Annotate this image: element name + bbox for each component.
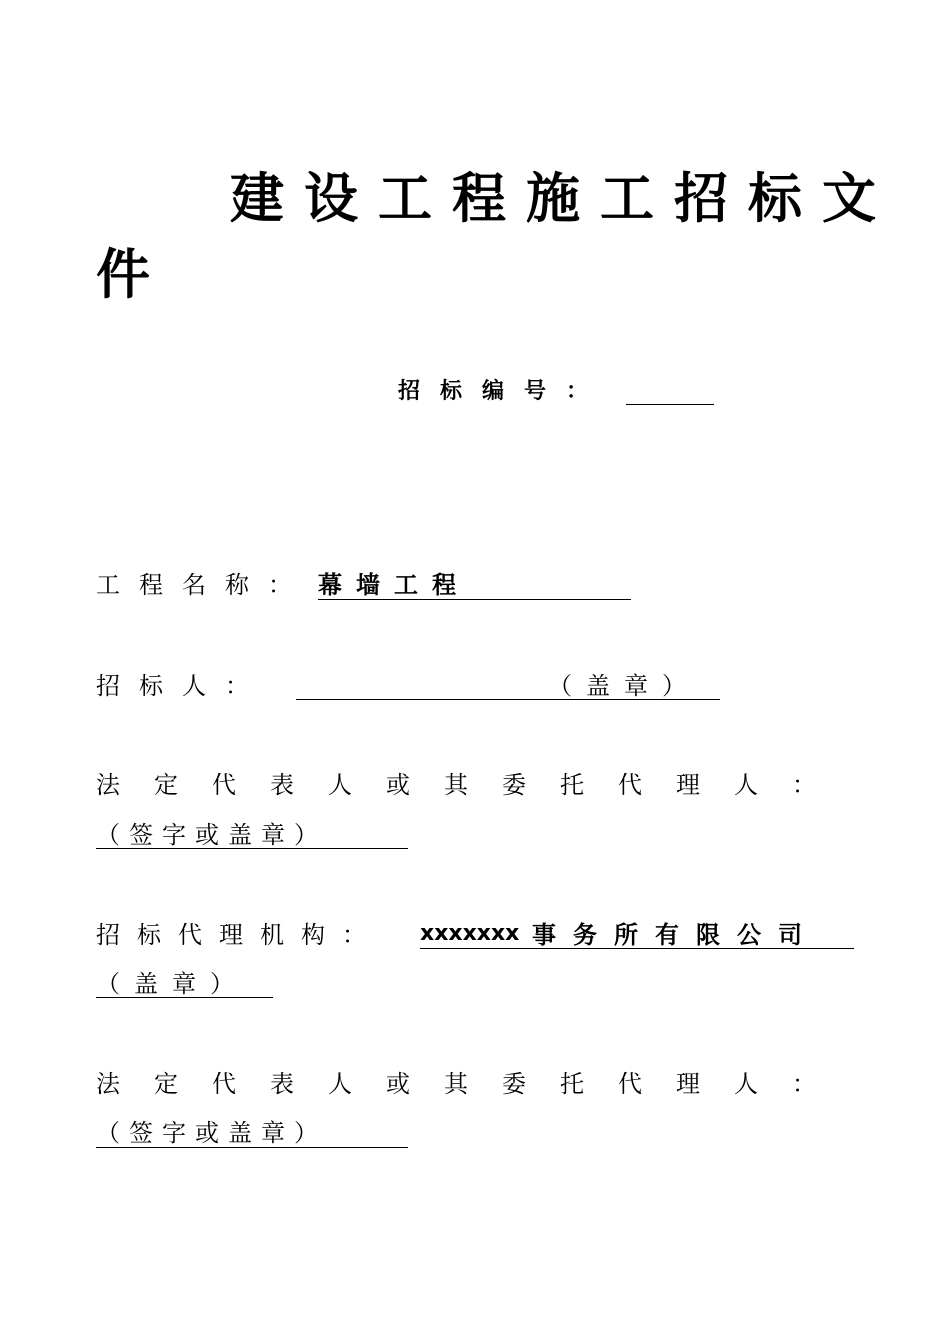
project-name-value: 幕墙工程 [318,571,470,599]
tenderer-label: 招标人： [96,672,268,700]
legal-rep-label: 法定代表人或其委托代理人： [96,771,850,799]
agency-name-prefix: xxxxxxx [420,921,520,946]
tenderer-seal: （盖章） [548,672,700,700]
sign-or-seal: （签字或盖章） [96,821,327,849]
legal-rep2-label: 法定代表人或其委托代理人： [96,1070,850,1098]
document-title-line2: 件 [96,243,170,306]
document-title-line1: 建设工程施工招标文 [230,167,896,230]
agency-name-underline [420,948,854,949]
agency-name-suffix: 事务所有限公司 [532,921,819,949]
sign-or-seal-underline [96,848,408,849]
agency-label: 招标代理机构： [96,921,383,949]
bid-number-row [398,374,714,405]
project-name-label: 工程名称： [96,571,311,599]
bid-number-label: 招标编号： [398,379,609,404]
bid-number-blank [626,380,714,405]
agency-seal: （盖章） [96,970,248,998]
project-name-underline [318,599,631,600]
sign-or-seal2-underline [96,1147,408,1148]
sign-or-seal2: （签字或盖章） [96,1119,327,1147]
agency-seal-underline [96,997,273,998]
